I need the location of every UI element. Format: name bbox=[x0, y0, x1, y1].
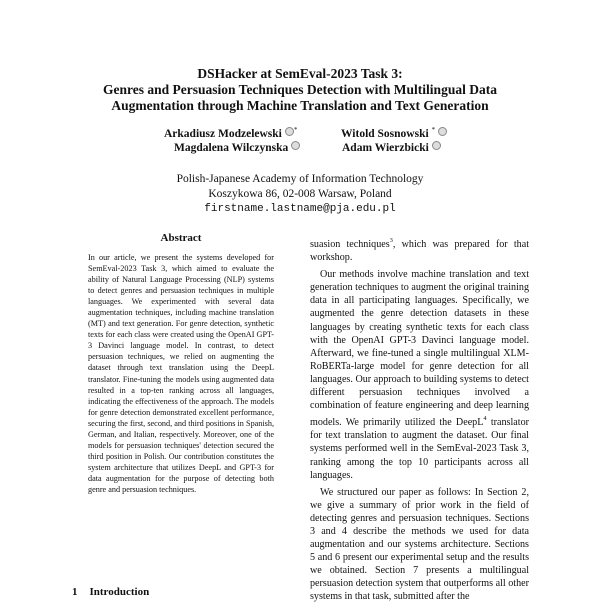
footnote-mark: 4 bbox=[483, 415, 487, 423]
orcid-icon bbox=[291, 141, 300, 150]
author-name: Adam Wierzbicki bbox=[342, 142, 429, 154]
right-column bbox=[310, 234, 529, 604]
abstract-heading: Abstract bbox=[160, 232, 202, 244]
email-address: firstname.lastname@pja.edu.pl bbox=[204, 203, 396, 215]
section-title: Introduction bbox=[89, 586, 150, 598]
affiliation-line: Polish-Japanese Academy of Information Technology bbox=[176, 173, 424, 185]
text-span: translator for text translation to augment the dataset. Our final systems performed well in the SemEval-2023 Task 3, ranking among the top 10 participants across all languages. bbox=[310, 417, 529, 481]
abstract bbox=[88, 232, 274, 495]
abstract-text: In our article, we present the systems developed for SemEval-2023 Task 3, which aimed to evaluate the ability of Natural Language Processing (NLP) systems to detect genres and persuasion techniques in multiple languages. We experimented with several data augmentation techniques, including machine translation (MT) and text generation. For genre detection, synthetic texts for each class were created using the OpenAI GPT-3 Davinci language model. In contrast, to detect persuasion techniques, we relied on augmenting the dataset through text translation using the DeepL translator. Fine-tuning the models using augmented data resulted in a top-ten ranking across all languages, indicating the effectiveness of the approach. The models for genre detection demonstrated excellent performance, securing the first, second, and third positions in Spanish, German, and Italian, respectively. Moreover, one of the models for persuasion techniques' detection secured the third position in Polish. Our contribution constitutes the system architecture that utilizes DeepL and GPT-3 for data augmentation for the purpose of detecting both genre and persuasion techniques. bbox=[88, 253, 274, 494]
affiliation bbox=[0, 172, 600, 217]
paragraph: We structured our paper as follows: In Section 2, we give a summary of prior work in the field of detecting genres and persuasion techniques. Sections 3 and 4 describe the methods we used for data augmentation and our systems architecture. Sections 5 and 6 present our experimental setup and the results we obtained. Section 7 presents a multilingual persuasion detection system that outperforms all other systems in that task, submitted after the bbox=[310, 486, 529, 603]
equal-contribution-mark: * bbox=[431, 126, 436, 134]
title-line: Genres and Persuasion Techniques Detection with Multilingual Data bbox=[103, 82, 497, 97]
section-heading bbox=[72, 586, 149, 598]
title-line: Augmentation through Machine Translation and Text Generation bbox=[111, 98, 489, 113]
paragraph bbox=[310, 234, 529, 264]
footnote-mark: 3 bbox=[389, 237, 393, 244]
orcid-icon bbox=[432, 141, 441, 150]
text-span: Our methods involve machine translation and text generation techniques to augment the original training data in all participating languages. Specifically, we augmented the genre detection datasets in these languages by creating synthetic texts for each class with the OpenAI GPT-3 Davinci language model. Afterward, we fine-tuned a single multilingual XLM-RoBERTa-large model for genre detection for all languages. Our approach to building systems to detect different persuasion techniques involved a combination of feature engineering and deep learning models. We primarily utilized the DeepL bbox=[310, 269, 529, 429]
orcid-icon bbox=[285, 127, 294, 136]
orcid-icon bbox=[438, 127, 447, 136]
title-line: DSHacker at SemEval-2023 Task 3: bbox=[197, 66, 403, 81]
text-span: suasion techniques bbox=[310, 239, 390, 250]
author bbox=[342, 141, 441, 154]
author-name: Magdalena Wilczynska bbox=[174, 142, 289, 154]
equal-contribution-mark: * bbox=[293, 126, 298, 134]
right-column-text bbox=[310, 234, 529, 604]
author-name: Arkadiusz Modzelewski bbox=[164, 128, 282, 140]
affiliation-line: Koszykowa 86, 02-008 Warsaw, Poland bbox=[208, 188, 392, 200]
section-number: 1 bbox=[72, 586, 78, 598]
paper-title bbox=[0, 66, 600, 114]
author-name: Witold Sosnowski bbox=[341, 128, 429, 140]
author bbox=[174, 141, 300, 154]
author bbox=[164, 126, 297, 140]
text-span: , which was prepared for that workshop. bbox=[310, 239, 529, 264]
author bbox=[341, 126, 447, 140]
paragraph bbox=[310, 268, 529, 482]
